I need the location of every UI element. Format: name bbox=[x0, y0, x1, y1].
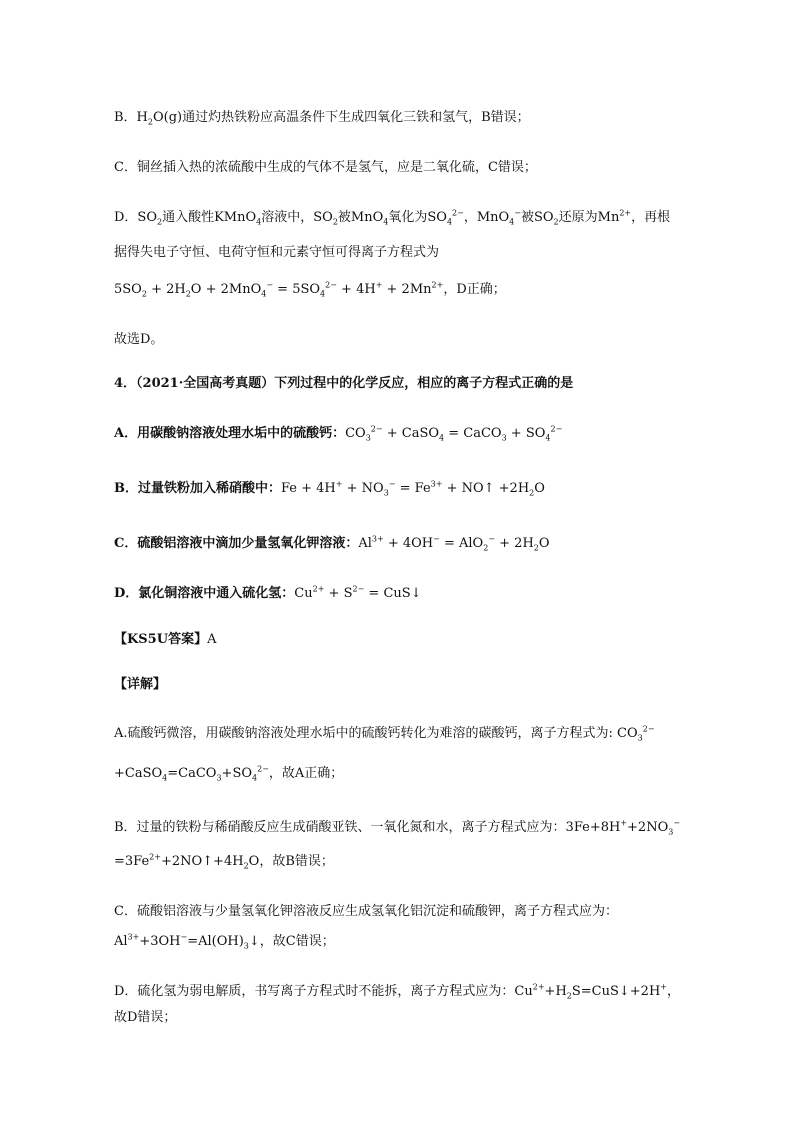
question-4-option-d: D．氯化铜溶液中通入硫化氢：$Cu^{2+} + S^{2-}$ = CuS↓ bbox=[114, 584, 422, 601]
option-d-explanation-line1: D．$SO_2$通入酸性KMnO$_4$溶液中，$SO_2$被MnO$_4$氧化为$SO_4^{2-}$，MnO$_4$−被$SO_2$还原为$Mn^{2+}$，再根 bbox=[114, 208, 671, 227]
explanation-b-line1: B．过量的铁粉与稀硝酸反应生成硝酸亚铁、一氧化氮和水，离子方程式应为：$3Fe+8H^++2NO_3^-$ bbox=[114, 818, 681, 837]
explanation-c-line2: $Al^{3+}+3OH^-=Al(OH)_3↓$，故C错误； bbox=[114, 932, 335, 951]
question-4-option-a: A．用碳酸钠溶液处理水垢中的硫酸钙：$CO_3^{2-}$ + CaSO$_4$ = CaCO$_3$ + $SO_4^{2-}$ bbox=[114, 424, 563, 443]
answer-line bbox=[114, 630, 734, 650]
ionic-equation-d: $5SO_2 + 2H_2O + 2MnO_4^- = 5SO_4^{2-} + 4H^+ + 2Mn^{2+}$，D正确； bbox=[114, 280, 506, 299]
detail-heading: 【详解】 bbox=[114, 677, 167, 692]
question-4: 4．（2021·全国高考真题）下列过程中的化学反应，相应的离子方程式正确的是 bbox=[114, 376, 574, 391]
option-d-explanation-line2: 据得失电子守恒、电荷守恒和元素守恒可得离子方程式为 bbox=[114, 245, 440, 260]
explanation-a-line2: $+CaSO_4=CaCO_3+SO_4^{2-}$，故A正确； bbox=[114, 764, 344, 783]
explanation-d-line1: D．硫化氢为弱电解质，书写离子方程式时不能拆，离子方程式应为：$Cu^{2+}+H_2S=CuS↓+2H^+$， bbox=[114, 982, 681, 1001]
explanation-b-line2: $=3Fe^{2+}+2NO↑+4H_2O$，故B错误； bbox=[114, 852, 334, 871]
explanation-a-line1: A.硫酸钙微溶，用碳酸钠溶液处理水垢中的硫酸钙转化为难溶的碳酸钙，离子方程式为: $CO_3^{2-}$ bbox=[114, 724, 655, 743]
option-b-explanation: B．$H_2O(g)$通过灼热铁粉应高温条件下生成四氧化三铁和氢气，B错误； bbox=[114, 110, 530, 127]
explanation-c-line1: C．硫酸铝溶液与少量氢氧化钾溶液反应生成氢氧化铝沉淀和硫酸钾，离子方程式应为： bbox=[114, 904, 618, 919]
question-4-option-c: C．硫酸铝溶液中滴加少量氢氧化钾溶液：$Al^{3+} + 4OH^- = AlO_2^- + 2H_2O$ bbox=[114, 534, 550, 553]
choose-answer: 故选D。 bbox=[114, 332, 164, 347]
answer-label: 【KS5U答案】 bbox=[114, 632, 208, 647]
option-c-explanation: C．铜丝插入热的浓硫酸中生成的气体不是氢气，应是二氧化硫，C错误； bbox=[114, 160, 537, 175]
explanation-d-line2: 故D错误； bbox=[114, 1010, 177, 1025]
question-4-option-b: B．过量铁粉加入稀硝酸中：$Fe + 4H^+ + NO_3^- = Fe^{3+}$ + NO↑ $+2H_2O$ bbox=[114, 479, 545, 498]
answer-value: A bbox=[207, 632, 217, 647]
